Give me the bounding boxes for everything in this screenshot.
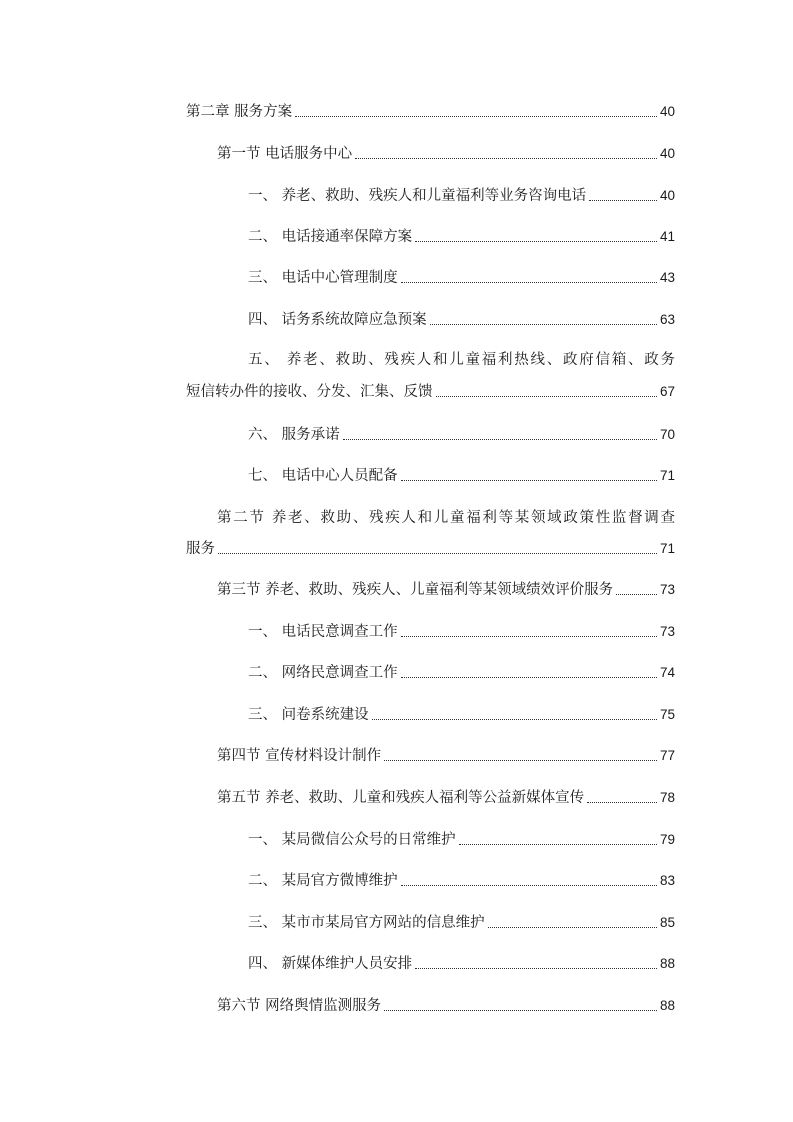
toc-entry-title-line1: 第二节 养老、救助、残疾人和儿童福利等某领域政策性监督调查 <box>217 510 675 526</box>
toc-entry-title: 四、 话务系统故障应急预案 <box>248 312 427 328</box>
toc-entry-title: 三、 某市市某局官方网站的信息维护 <box>248 915 485 931</box>
dot-leader <box>459 844 657 845</box>
toc-entry-title: 六、 服务承诺 <box>248 427 340 443</box>
toc-entry-title: 第一节 电话服务中心 <box>217 146 353 162</box>
dot-leader <box>401 677 657 678</box>
toc-entry-title: 第五节 养老、救助、儿童和残疾人福利等公益新媒体宣传 <box>217 790 585 806</box>
toc-entry-title: 三、 问卷系统建设 <box>248 707 369 723</box>
toc-page-number: 79 <box>659 832 675 847</box>
dot-leader <box>587 802 657 803</box>
toc-entry-title: 一、 养老、救助、残疾人和儿童福利等业务咨询电话 <box>248 188 587 204</box>
toc-page-number: 73 <box>659 582 675 597</box>
toc-entry-title: 第四节 宣传材料设计制作 <box>217 748 382 764</box>
toc-page-number: 88 <box>659 998 675 1013</box>
toc-entry-title: 一、 某局微信公众号的日常维护 <box>248 832 456 848</box>
dot-leader <box>401 480 657 481</box>
toc-page-number: 71 <box>659 468 675 483</box>
dot-leader <box>401 885 657 886</box>
toc-page-number: 41 <box>659 229 675 244</box>
toc-page-number: 70 <box>659 427 675 442</box>
toc-page-number: 67 <box>659 384 675 399</box>
dot-leader <box>401 636 657 637</box>
dot-leader <box>488 927 657 928</box>
dot-leader <box>343 439 657 440</box>
dot-leader <box>436 396 657 397</box>
toc-entry-title: 二、 电话接通率保障方案 <box>248 229 413 245</box>
toc-entry-title: 第二章 服务方案 <box>186 104 293 120</box>
dot-leader <box>415 241 657 242</box>
dot-leader <box>384 760 657 761</box>
toc-entry-title: 服务 <box>186 541 215 557</box>
toc-page-number: 40 <box>659 104 675 119</box>
toc-entry-title: 七、 电话中心人员配备 <box>248 468 398 484</box>
toc-page-number: 75 <box>659 707 675 722</box>
toc-page-number: 40 <box>659 146 675 161</box>
toc-entry-title: 一、 电话民意调查工作 <box>248 624 398 640</box>
toc-entry-title: 二、 某局官方微博维护 <box>248 873 398 889</box>
toc-page-number: 74 <box>659 665 675 680</box>
toc-page-number: 73 <box>659 624 675 639</box>
toc-page-number: 88 <box>659 956 675 971</box>
toc-entry-title: 第六节 网络舆情监测服务 <box>217 998 382 1014</box>
toc-entry-title: 短信转办件的接收、分发、汇集、反馈 <box>186 384 433 400</box>
toc-entry-title-line1: 五、 养老、救助、残疾人和儿童福利热线、政府信箱、政务 <box>248 352 675 368</box>
toc-page-number: 83 <box>659 873 675 888</box>
dot-leader <box>372 719 657 720</box>
toc-page-number: 71 <box>659 541 675 556</box>
toc-page-number: 78 <box>659 790 675 805</box>
toc-page-number: 77 <box>659 748 675 763</box>
dot-leader <box>589 200 657 201</box>
dot-leader <box>295 116 657 117</box>
toc-page-number: 63 <box>659 312 675 327</box>
toc-entry-title: 二、 网络民意调查工作 <box>248 665 398 681</box>
dot-leader <box>384 1010 657 1011</box>
toc-page-number: 85 <box>659 915 675 930</box>
toc-page-number: 40 <box>659 188 675 203</box>
dot-leader <box>218 553 657 554</box>
toc-entry-title: 四、 新媒体维护人员安排 <box>248 956 413 972</box>
toc-entry-title: 三、 电话中心管理制度 <box>248 270 398 286</box>
dot-leader <box>415 968 657 969</box>
dot-leader <box>616 594 657 595</box>
toc-entry-title: 第三节 养老、救助、残疾人、儿童福利等某领域绩效评价服务 <box>217 582 614 598</box>
dot-leader <box>401 282 657 283</box>
dot-leader <box>355 158 657 159</box>
toc-page-number: 43 <box>659 270 675 285</box>
dot-leader <box>430 324 657 325</box>
